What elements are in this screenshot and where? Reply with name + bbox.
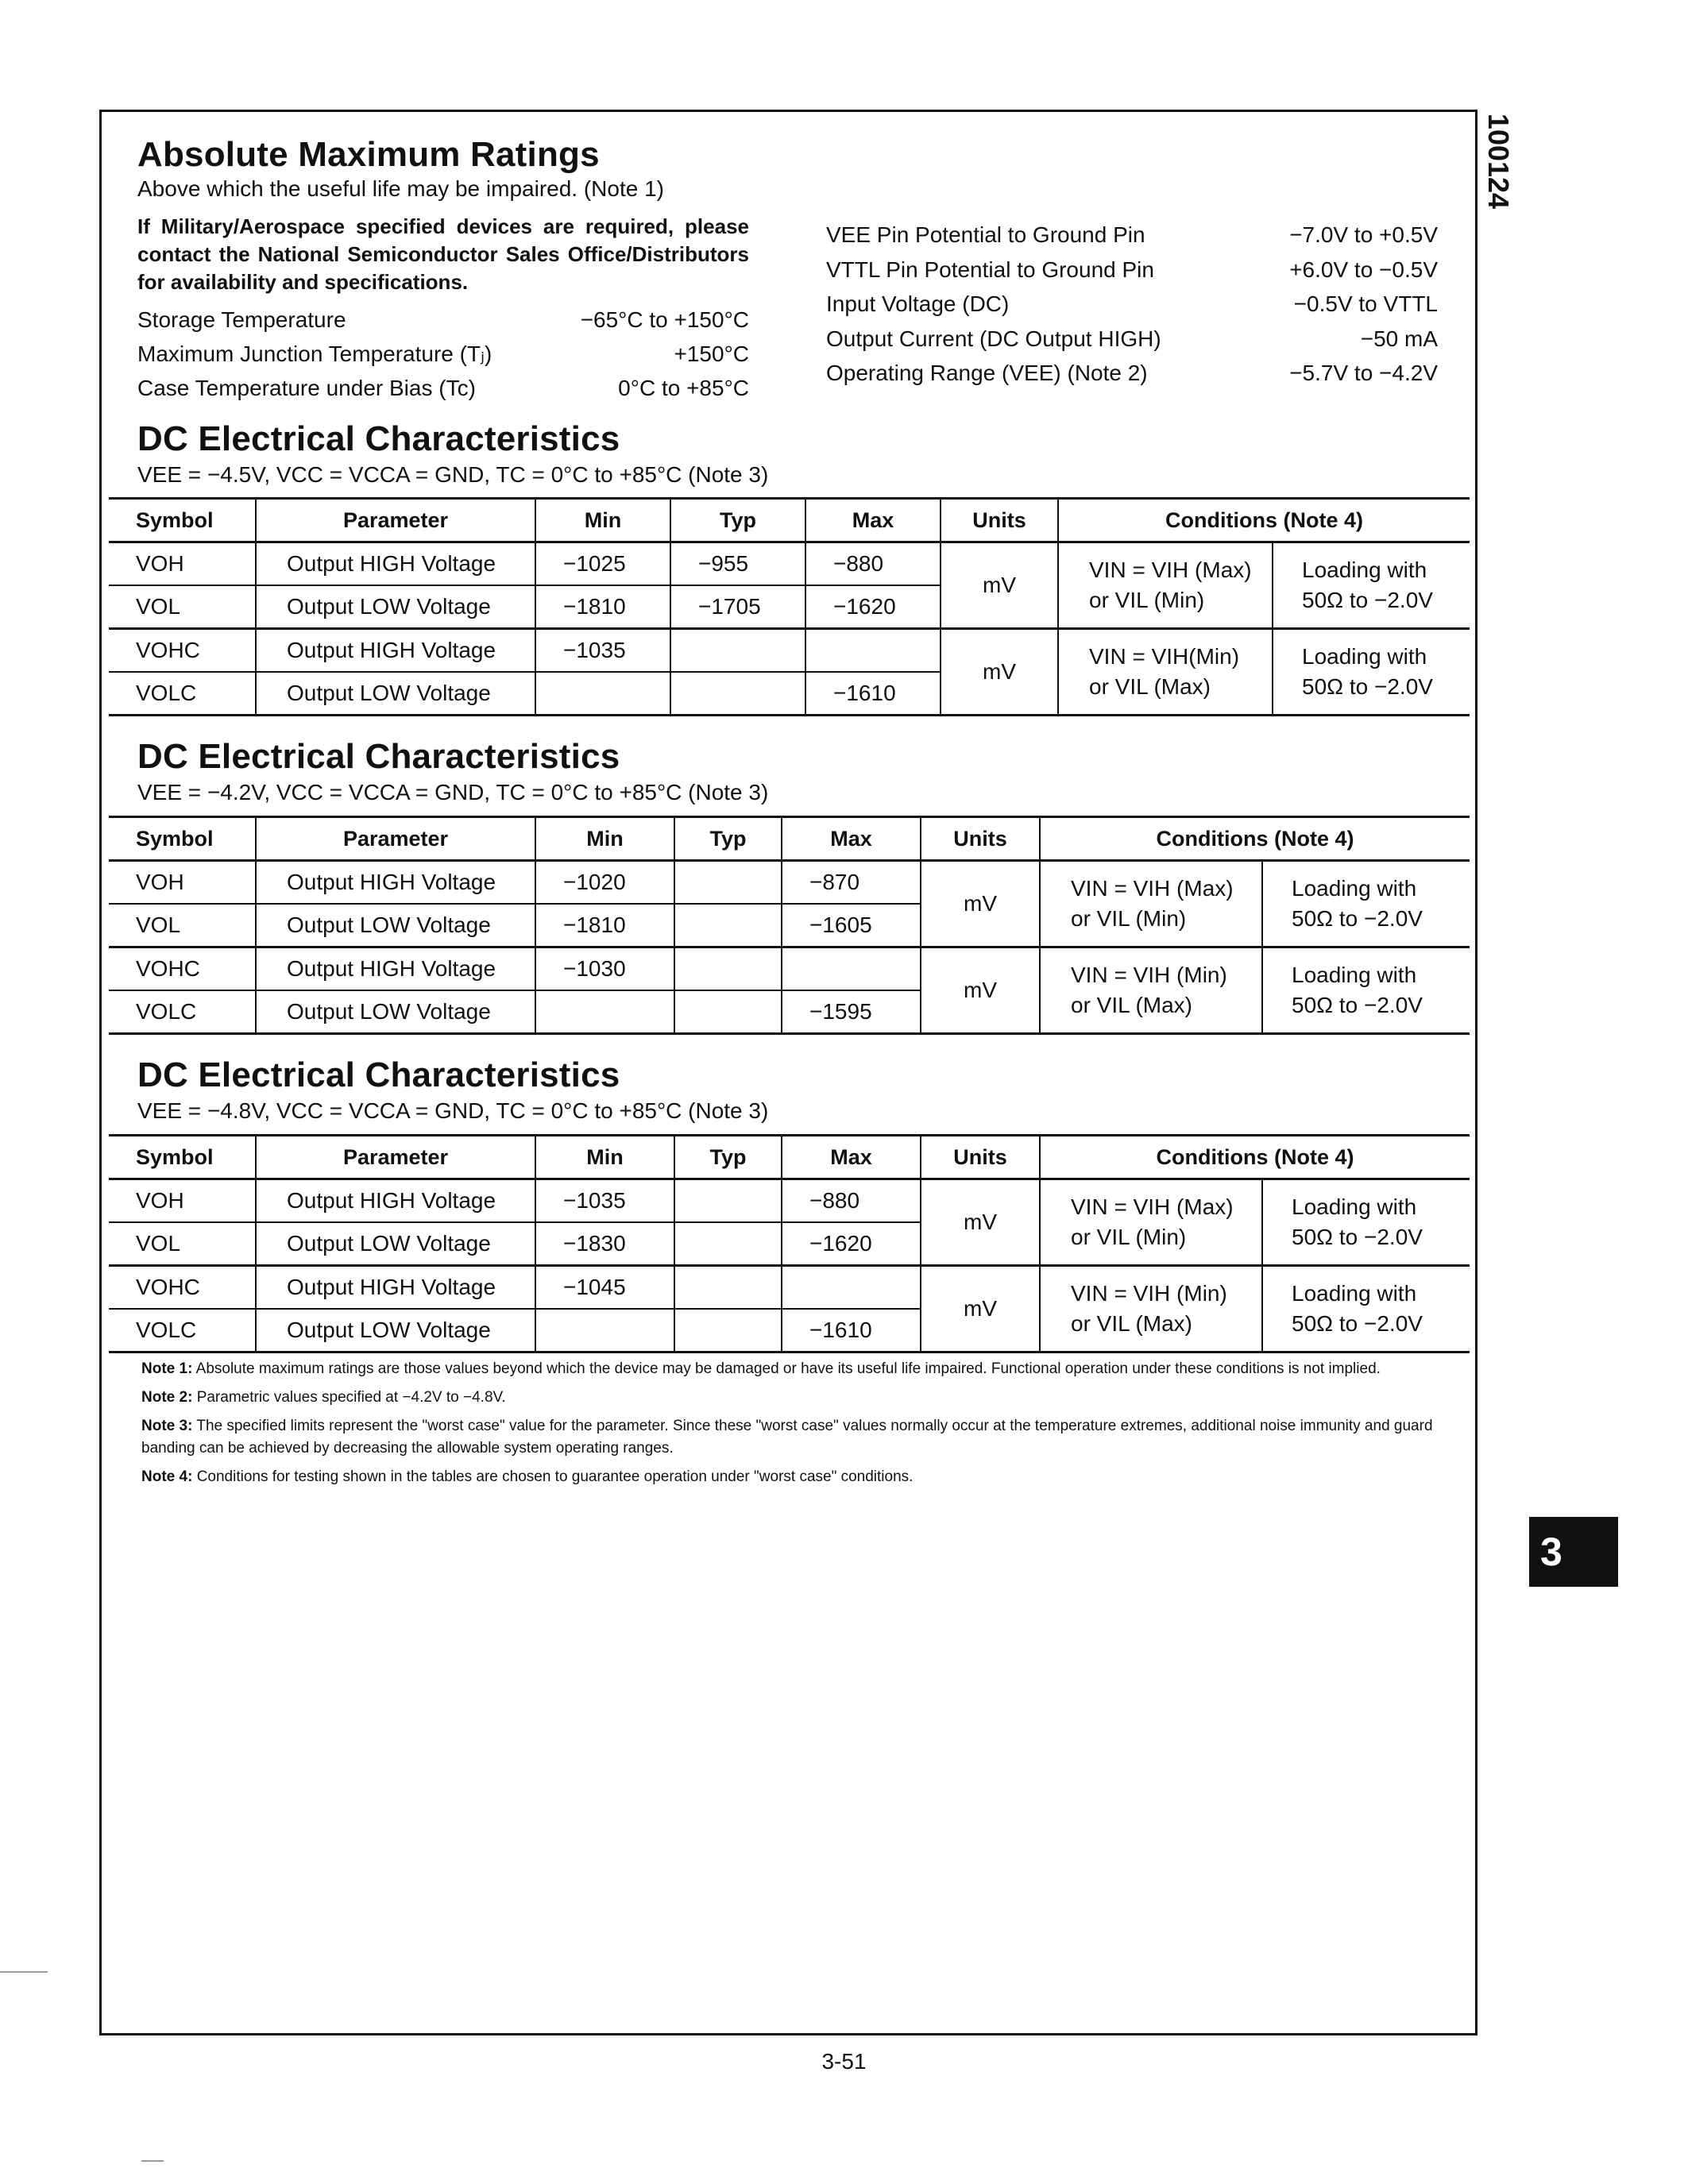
loading-cell [1262,1266,1470,1352]
min-cell [535,990,674,1034]
max-cell: −1620 [782,1222,921,1266]
max-cell [805,629,941,673]
rating-label: VEE Pin Potential to Ground Pin [826,222,1145,247]
min-cell [535,1309,674,1352]
loading-line: Loading with [1292,963,1417,987]
header-conditions: Conditions (Note 4) [1040,817,1470,861]
symbol-cell: VOH [109,861,256,905]
loading-line: 50Ω to −2.0V [1302,674,1433,699]
loading-line: Loading with [1292,876,1417,901]
rating-value: −7.0V to +0.5V [1289,222,1438,247]
rating-label: Maximum Junction Temperature (Tⱼ) [137,341,492,366]
condition-line: or VIL (Min) [1089,588,1205,612]
condition-line: or VIL (Min) [1071,1225,1187,1249]
header-typ: Typ [674,817,782,861]
header-typ: Typ [670,499,805,542]
parameter-cell: Output LOW Voltage [256,585,535,629]
rating-row [137,371,749,405]
table-row [109,542,1470,586]
symbol-cell: VOH [109,1179,256,1223]
parameter-cell: Output LOW Voltage [256,990,535,1034]
note-1 [141,1358,1444,1380]
loading-line: Loading with [1292,1194,1417,1219]
max-cell: −880 [805,542,941,586]
note-text: Conditions for testing shown in the tables are chosen to guarantee operation under "worst case" conditions. [196,1468,914,1485]
typ-cell [674,904,782,947]
header-units: Units [941,499,1058,542]
parameter-cell: Output HIGH Voltage [256,542,535,586]
header-symbol: Symbol [109,499,256,542]
min-cell: −1045 [535,1266,674,1310]
units-cell: mV [941,542,1058,629]
rating-value: +6.0V to −0.5V [1289,257,1438,282]
typ-cell: −1705 [670,585,805,629]
dc-table-1-title: DC Electrical Characteristics [137,419,620,458]
typ-cell [674,1266,782,1310]
rating-row [826,218,1438,253]
loading-line: 50Ω to −2.0V [1302,588,1433,612]
rating-value: +150°C [674,341,749,366]
table-row [109,1266,1470,1310]
parameter-cell: Output HIGH Voltage [256,1266,535,1310]
condition-cell [1040,1179,1262,1266]
min-cell: −1035 [535,629,670,673]
rating-value: −5.7V to −4.2V [1289,361,1438,385]
header-max: Max [805,499,941,542]
loading-line: Loading with [1302,558,1427,582]
parameter-cell: Output LOW Voltage [256,672,535,716]
header-min: Min [535,1136,674,1179]
header-parameter: Parameter [256,817,535,861]
note-label: Note 4: [141,1468,193,1485]
symbol-cell: VOH [109,542,256,586]
max-cell: −870 [782,861,921,905]
note-text: Absolute maximum ratings are those values beyond which the device may be damaged or have its useful life impaired. Functional operation under these conditions is not implied. [195,1360,1381,1377]
typ-cell: −955 [670,542,805,586]
dc-table-3-conditions: VEE = −4.8V, VCC = VCCA = GND, TC = 0°C to +85°C (Note 3) [137,1098,769,1123]
symbol-cell: VOHC [109,1266,256,1310]
loading-line: Loading with [1302,644,1427,669]
absolute-max-subtitle: Above which the useful life may be impaired. (Note 1) [137,176,664,201]
min-cell: −1025 [535,542,670,586]
loading-cell [1262,1179,1470,1266]
note-text: Parametric values specified at −4.2V to −4.8V. [196,1389,506,1406]
table-header-row [109,1136,1470,1179]
condition-line: VIN = VIH (Max) [1071,1194,1234,1219]
symbol-cell: VOHC [109,629,256,673]
scan-mark [0,1971,48,1973]
symbol-cell: VOL [109,585,256,629]
dc-table-3-title: DC Electrical Characteristics [137,1055,620,1094]
max-cell: −1595 [782,990,921,1034]
loading-line: 50Ω to −2.0V [1292,993,1423,1017]
table-header-row [109,817,1470,861]
note-label: Note 3: [141,1418,193,1434]
typ-cell [674,1179,782,1223]
header-conditions: Conditions (Note 4) [1058,499,1470,542]
typ-cell [670,672,805,716]
rating-value: −0.5V to VTTL [1293,291,1438,316]
rating-row [826,287,1438,322]
condition-cell [1040,947,1262,1034]
table-row [109,629,1470,673]
notes-section [141,1358,1444,1495]
condition-line: VIN = VIH (Min) [1071,1281,1227,1306]
table-header-row [109,499,1470,542]
page-number: 3-51 [821,2049,867,2074]
condition-line: VIN = VIH (Max) [1071,876,1234,901]
loading-line: 50Ω to −2.0V [1292,1225,1423,1249]
typ-cell [670,629,805,673]
typ-cell [674,1222,782,1266]
typ-cell [674,990,782,1034]
min-cell: −1810 [535,585,670,629]
condition-line: VIN = VIH (Max) [1089,558,1252,582]
military-aerospace-note: If Military/Aerospace specified devices are required, please contact the National Semiconductor Sales Office/Distributors for availability and specifications. [137,214,749,294]
header-min: Min [535,817,674,861]
symbol-cell: VOLC [109,672,256,716]
dc-table-1 [109,497,1470,716]
rating-row [826,253,1438,287]
max-cell [782,1266,921,1310]
rating-row [826,356,1438,391]
rating-row [826,322,1438,357]
table-row [109,1179,1470,1223]
condition-cell [1040,1266,1262,1352]
absolute-max-right-column [826,218,1438,391]
part-number [1477,106,1519,217]
parameter-cell: Output LOW Voltage [256,904,535,947]
symbol-cell: VOL [109,1222,256,1266]
dc-table-2 [109,816,1470,1035]
note-label: Note 1: [141,1360,193,1377]
header-parameter: Parameter [256,1136,535,1179]
symbol-cell: VOLC [109,1309,256,1352]
min-cell: −1030 [535,947,674,991]
condition-line: or VIL (Max) [1071,993,1192,1017]
min-cell [535,672,670,716]
rating-label: Storage Temperature [137,307,346,332]
parameter-cell: Output LOW Voltage [256,1222,535,1266]
max-cell: −880 [782,1179,921,1223]
condition-line: or VIL (Max) [1071,1311,1192,1336]
condition-line: or VIL (Min) [1071,906,1187,931]
part-number-text: 100124 [1482,113,1515,210]
rating-value: −50 mA [1360,326,1438,351]
parameter-cell: Output HIGH Voltage [256,861,535,905]
condition-line: or VIL (Max) [1089,674,1211,699]
dc-table-2-title: DC Electrical Characteristics [137,737,620,776]
dc-table-3 [109,1134,1470,1353]
condition-line: VIN = VIH(Min) [1089,644,1240,669]
header-symbol: Symbol [109,1136,256,1179]
note-2 [141,1387,1444,1409]
min-cell: −1020 [535,861,674,905]
condition-cell [1058,629,1273,716]
max-cell: −1605 [782,904,921,947]
parameter-cell: Output HIGH Voltage [256,1179,535,1223]
symbol-cell: VOL [109,904,256,947]
loading-line: Loading with [1292,1281,1417,1306]
note-text: The specified limits represent the "worst case" value for the parameter. Since these "worst case" values normally occur at the temperature extremes, additional noise immunity and guard banding can be achieved by decreasing the allowable system operating ranges. [141,1418,1433,1457]
typ-cell [674,947,782,991]
condition-line: VIN = VIH (Min) [1071,963,1227,987]
loading-cell [1273,542,1470,629]
condition-cell [1058,542,1273,629]
max-cell: −1620 [805,585,941,629]
min-cell: −1810 [535,904,674,947]
symbol-cell: VOHC [109,947,256,991]
max-cell: −1610 [805,672,941,716]
parameter-cell: Output HIGH Voltage [256,947,535,991]
parameter-cell: Output LOW Voltage [256,1309,535,1352]
dc-table-1-conditions: VEE = −4.5V, VCC = VCCA = GND, TC = 0°C to +85°C (Note 3) [137,462,769,487]
rating-label: Case Temperature under Bias (Tc) [137,376,476,400]
loading-line: 50Ω to −2.0V [1292,1311,1423,1336]
typ-cell [674,1309,782,1352]
rating-label: VTTL Pin Potential to Ground Pin [826,257,1154,282]
loading-cell [1273,629,1470,716]
max-cell: −1610 [782,1309,921,1352]
header-min: Min [535,499,670,542]
table-row [109,861,1470,905]
section-tab: 3 [1529,1517,1618,1587]
scan-mark [141,2160,164,2162]
units-cell: mV [921,947,1040,1034]
rating-label: Output Current (DC Output HIGH) [826,326,1161,351]
loading-line: 50Ω to −2.0V [1292,906,1423,931]
rating-value: 0°C to +85°C [618,376,749,400]
max-cell [782,947,921,991]
units-cell: mV [921,861,1040,947]
note-4 [141,1466,1444,1488]
dc-table-2-conditions: VEE = −4.2V, VCC = VCCA = GND, TC = 0°C to +85°C (Note 3) [137,780,769,805]
rating-label: Input Voltage (DC) [826,291,1010,316]
header-max: Max [782,1136,921,1179]
absolute-max-title: Absolute Maximum Ratings [137,135,600,174]
header-units: Units [921,817,1040,861]
parameter-cell: Output HIGH Voltage [256,629,535,673]
note-3 [141,1415,1444,1460]
units-cell: mV [921,1266,1040,1352]
units-cell: mV [941,629,1058,716]
absolute-max-left-column [137,213,749,405]
header-parameter: Parameter [256,499,535,542]
loading-cell [1262,861,1470,947]
min-cell: −1035 [535,1179,674,1223]
symbol-cell: VOLC [109,990,256,1034]
typ-cell [674,861,782,905]
header-symbol: Symbol [109,817,256,861]
units-cell: mV [921,1179,1040,1266]
header-units: Units [921,1136,1040,1179]
loading-cell [1262,947,1470,1034]
table-row [109,947,1470,991]
rating-value: −65°C to +150°C [580,307,749,332]
rating-row [137,337,749,371]
min-cell: −1830 [535,1222,674,1266]
note-label: Note 2: [141,1389,193,1406]
header-typ: Typ [674,1136,782,1179]
rating-label: Operating Range (VEE) (Note 2) [826,361,1148,385]
condition-cell [1040,861,1262,947]
header-conditions: Conditions (Note 4) [1040,1136,1470,1179]
rating-row [137,303,749,337]
header-max: Max [782,817,921,861]
